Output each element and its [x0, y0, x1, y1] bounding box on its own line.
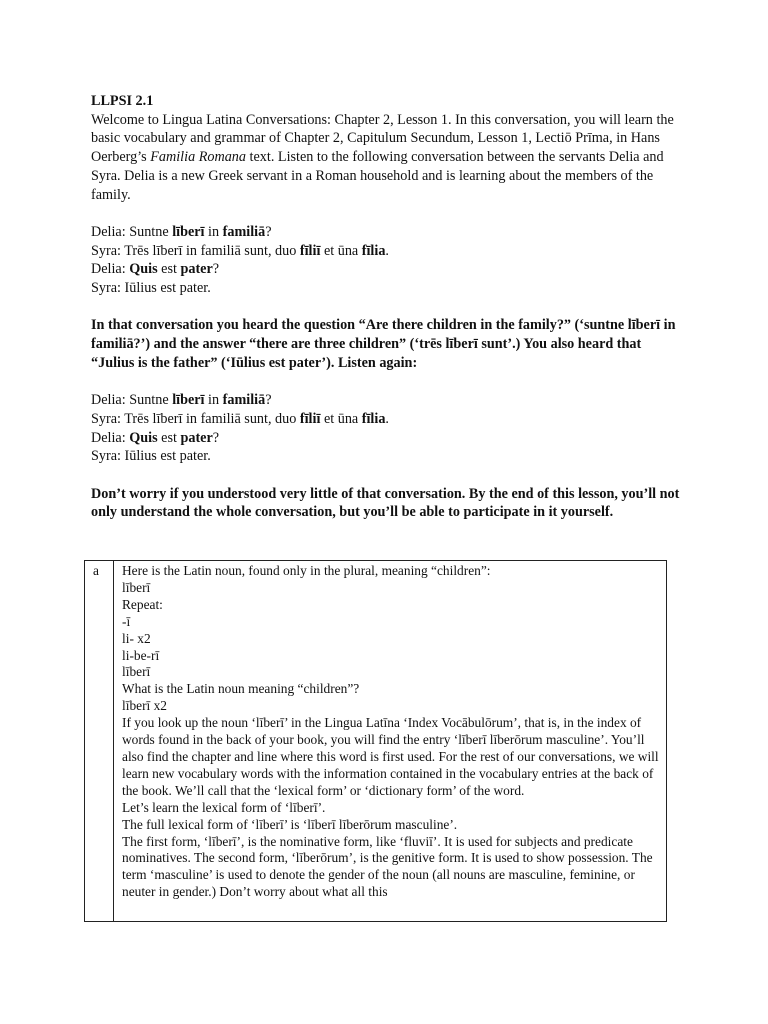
table-line: -ī: [122, 613, 131, 629]
dialogue-line: Delia: Quis est pater?: [91, 429, 220, 446]
table-line: li- x2: [122, 630, 151, 646]
table-line: Repeat:: [122, 596, 163, 612]
dialogue-line: Delia: Suntne līberī in familiā?: [91, 223, 272, 240]
table-line: The first form, ‘līberī’, is the nominative form, like ‘fluviī’. It is used for subjects and predicate nominatives. The second form, ‘līberōrum’, is the genitive form. It is used to show possession. The term ‘masculine’ is used to denote the gender of the noun (all nouns are masculine, feminine, or neuter in gender.) Don’t worry about what all this: [122, 833, 653, 900]
dialogue-line: Syra: Trēs līberī in familiā sunt, duo fīliī et ūna fīlia.: [91, 410, 389, 427]
row-content: [114, 561, 667, 922]
dialogue-line: Syra: Iūlius est pater.: [91, 280, 211, 297]
dialogue-first: [91, 223, 681, 298]
table-line: Here is the Latin noun, found only in the plural, meaning “children”:: [122, 563, 491, 578]
closing-paragraph: Don’t worry if you understood very little of that conversation. By the end of this lesson, you’ll not only understand the whole conversation, but you’ll be able to participate in it yourself.: [91, 485, 680, 521]
table-line: līberī: [122, 664, 151, 680]
table-line: What is the Latin noun meaning “children”?: [122, 681, 360, 697]
lesson-table: [84, 560, 667, 922]
dialogue-line: Syra: Trēs līberī in familiā sunt, duo fīliī et ūna fīlia.: [91, 242, 389, 259]
table-line: If you look up the noun ‘līberī’ in the Lingua Latīna ‘Index Vocābulōrum’, that is, in the index of words found in the back of your book, you will find the entry ‘līberī līberōrum masculine’. You’ll also find the chapter and line where this word is first used. For the rest of our conversations, we will learn new vocabulary words with the information contained in the vocabulary entries at the back of the book. We’ll call that the ‘lexical form’ or ‘dictionary form’ of the word.: [122, 715, 659, 798]
table-line: līberī: [122, 579, 151, 595]
dialogue-line: Syra: Iūlius est pater.: [91, 448, 211, 465]
intro-paragraph: Welcome to Lingua Latina Conversations: Chapter 2, Lesson 1. In this conversation, you will learn the basic vocabulary and grammar of Chapter 2, Capitulum Secundum, Lesson 1, Lectiō Prīma, in Hans Oerberg’s Familia Romana text. Listen to the following conversation between the servants Delia and Syra. Delia is a new Greek servant in a Roman household and is learning about the members of the family.: [91, 111, 674, 203]
dialogue-second: [91, 391, 681, 466]
table-row: [85, 561, 667, 922]
row-label: a: [85, 561, 114, 922]
table-line: li-be-rī: [122, 647, 160, 663]
document-body: [91, 92, 681, 522]
explanation-paragraph: In that conversation you heard the question “Are there children in the family?” (‘suntne līberī in familiā?’) and the answer “there are three children” (‘trēs līberī sunt’.) You also heard that “Julius is the father” (‘Iūlius est pater’). Listen again:: [91, 317, 676, 371]
dialogue-line: Delia: Suntne līberī in familiā?: [91, 392, 272, 409]
book-title: Familia Romana: [150, 149, 246, 166]
table-line: Let’s learn the lexical form of ‘līberī’.: [122, 799, 326, 815]
dialogue-line: Delia: Quis est pater?: [91, 261, 220, 278]
table-line: līberī x2: [122, 698, 167, 714]
table-line: The full lexical form of ‘līberī’ is ‘līberī līberōrum masculine’.: [122, 816, 458, 832]
lesson-heading: LLPSI 2.1: [91, 93, 154, 109]
